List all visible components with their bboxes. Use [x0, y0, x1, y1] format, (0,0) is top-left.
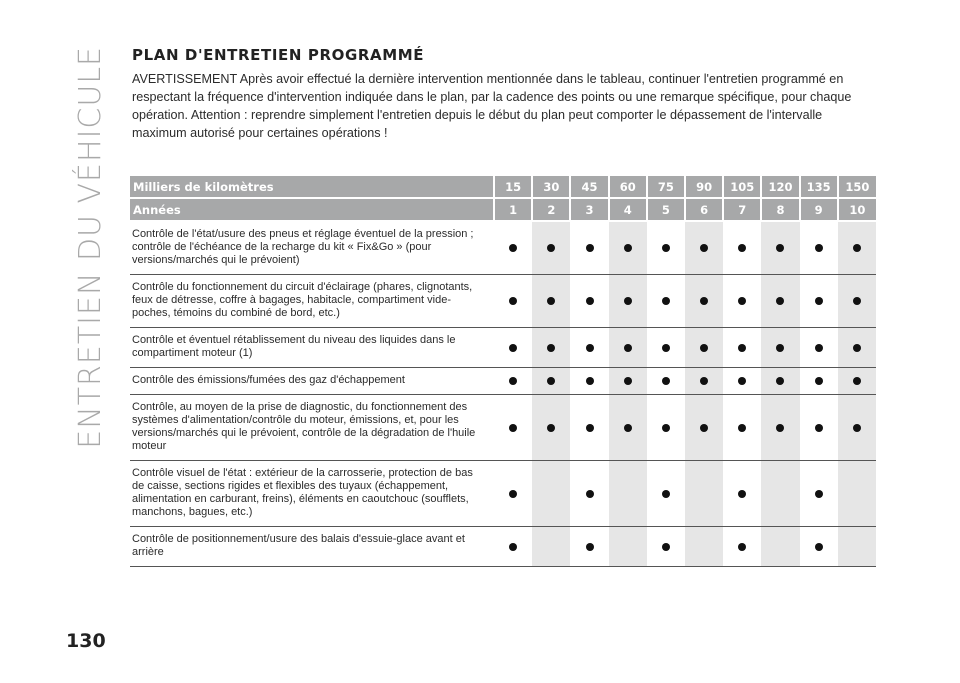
interval-cell [685, 368, 723, 395]
interval-cell [532, 328, 570, 368]
interval-cell [685, 527, 723, 567]
interval-cell [570, 368, 608, 395]
scheduled-dot-icon [738, 297, 746, 305]
scheduled-dot-icon [509, 424, 517, 432]
table-row [130, 527, 876, 567]
interval-cell [609, 395, 647, 461]
scheduled-dot-icon [815, 244, 823, 252]
interval-cell [494, 275, 532, 328]
scheduled-dot-icon [738, 424, 746, 432]
interval-cell [685, 221, 723, 275]
interval-cell [723, 461, 761, 527]
scheduled-dot-icon [700, 424, 708, 432]
interval-cell [532, 368, 570, 395]
scheduled-dot-icon [700, 244, 708, 252]
interval-cell [800, 461, 838, 527]
interval-cell [570, 461, 608, 527]
header-year-cell: 5 [647, 198, 685, 221]
interval-cell [685, 328, 723, 368]
scheduled-dot-icon [853, 244, 861, 252]
scheduled-dot-icon [662, 244, 670, 252]
scheduled-dot-icon [547, 344, 555, 352]
header-row-years [130, 198, 876, 221]
interval-cell [761, 275, 799, 328]
interval-cell [761, 221, 799, 275]
scheduled-dot-icon [586, 377, 594, 385]
scheduled-dot-icon [738, 543, 746, 551]
header-km-cell: 75 [647, 176, 685, 198]
interval-cell [532, 395, 570, 461]
interval-cell [838, 368, 876, 395]
interval-cell [494, 395, 532, 461]
scheduled-dot-icon [624, 424, 632, 432]
scheduled-dot-icon [662, 543, 670, 551]
interval-cell [800, 328, 838, 368]
header-km-cell: 60 [609, 176, 647, 198]
interval-cell [761, 461, 799, 527]
scheduled-dot-icon [586, 244, 594, 252]
scheduled-dot-icon [662, 344, 670, 352]
scheduled-dot-icon [624, 244, 632, 252]
header-km-cell: 30 [532, 176, 570, 198]
interval-cell [532, 461, 570, 527]
scheduled-dot-icon [700, 297, 708, 305]
scheduled-dot-icon [624, 377, 632, 385]
interval-cell [685, 395, 723, 461]
scheduled-dot-icon [586, 344, 594, 352]
interval-cell [723, 221, 761, 275]
interval-cell [570, 395, 608, 461]
interval-cell [609, 368, 647, 395]
interval-cell [800, 527, 838, 567]
header-year-cell: 2 [532, 198, 570, 221]
interval-cell [494, 461, 532, 527]
scheduled-dot-icon [776, 344, 784, 352]
scheduled-dot-icon [586, 490, 594, 498]
interval-cell [570, 328, 608, 368]
scheduled-dot-icon [853, 377, 861, 385]
scheduled-dot-icon [662, 377, 670, 385]
interval-cell [532, 275, 570, 328]
header-label-kilometers: Milliers de kilomètres [130, 176, 494, 198]
operation-description: Contrôle, au moyen de la prise de diagnostic, du fonctionnement des systèmes d'alimentation/contrôle du moteur, émissions, et, pour les versions/marchés qui le prévoient, contrôle de la dégradation de l'huile moteur [130, 395, 494, 461]
interval-cell [532, 527, 570, 567]
scheduled-dot-icon [776, 377, 784, 385]
table-row [130, 275, 876, 328]
operation-description: Contrôle du fonctionnement du circuit d'éclairage (phares, clignotants, feux de détresse, coffre à bagages, habitacle, compartiment vide-poches, témoins du combiné de bord, etc.) [130, 275, 494, 328]
maintenance-schedule-table [130, 176, 876, 567]
table-row [130, 461, 876, 527]
scheduled-dot-icon [509, 244, 517, 252]
interval-cell [494, 368, 532, 395]
interval-cell [838, 221, 876, 275]
interval-cell [609, 328, 647, 368]
interval-cell [838, 527, 876, 567]
operation-description: Contrôle visuel de l'état : extérieur de la carrosserie, protection de bas de caisse, sections rigides et flexibles des tuyaux (échappement, alimentation en carburant, freins), éléments en caoutchouc (soufflets, manchons, bagues, etc.) [130, 461, 494, 527]
operation-description: Contrôle de positionnement/usure des balais d'essuie-glace avant et arrière [130, 527, 494, 567]
interval-cell [609, 221, 647, 275]
scheduled-dot-icon [815, 297, 823, 305]
page-number: 130 [66, 630, 106, 652]
interval-cell [761, 395, 799, 461]
interval-cell [800, 395, 838, 461]
scheduled-dot-icon [509, 543, 517, 551]
scheduled-dot-icon [700, 344, 708, 352]
scheduled-dot-icon [853, 344, 861, 352]
header-year-cell: 3 [570, 198, 608, 221]
interval-cell [647, 275, 685, 328]
scheduled-dot-icon [776, 244, 784, 252]
header-km-cell: 120 [761, 176, 799, 198]
scheduled-dot-icon [509, 377, 517, 385]
scheduled-dot-icon [738, 377, 746, 385]
header-km-cell: 150 [838, 176, 876, 198]
scheduled-dot-icon [586, 297, 594, 305]
header-year-cell: 6 [685, 198, 723, 221]
interval-cell [685, 461, 723, 527]
interval-cell [723, 275, 761, 328]
scheduled-dot-icon [547, 424, 555, 432]
interval-cell [609, 275, 647, 328]
interval-cell [570, 527, 608, 567]
interval-cell [800, 275, 838, 328]
scheduled-dot-icon [662, 490, 670, 498]
chapter-title: ENTRETIEN DU VÉHICULE [73, 46, 108, 449]
scheduled-dot-icon [509, 297, 517, 305]
interval-cell [647, 221, 685, 275]
interval-cell [647, 328, 685, 368]
interval-cell [838, 328, 876, 368]
scheduled-dot-icon [662, 424, 670, 432]
interval-cell [494, 527, 532, 567]
scheduled-dot-icon [853, 297, 861, 305]
header-km-cell: 105 [723, 176, 761, 198]
header-row-kilometers [130, 176, 876, 198]
scheduled-dot-icon [586, 424, 594, 432]
interval-cell [723, 368, 761, 395]
scheduled-dot-icon [509, 344, 517, 352]
interval-cell [570, 275, 608, 328]
scheduled-dot-icon [738, 490, 746, 498]
scheduled-dot-icon [776, 424, 784, 432]
interval-cell [609, 461, 647, 527]
interval-cell [838, 275, 876, 328]
scheduled-dot-icon [547, 244, 555, 252]
interval-cell [494, 221, 532, 275]
scheduled-dot-icon [815, 543, 823, 551]
interval-cell [685, 275, 723, 328]
table-row [130, 328, 876, 368]
scheduled-dot-icon [586, 543, 594, 551]
interval-cell [570, 221, 608, 275]
header-year-cell: 4 [609, 198, 647, 221]
interval-cell [838, 395, 876, 461]
interval-cell [723, 527, 761, 567]
header-year-cell: 1 [494, 198, 532, 221]
interval-cell [800, 221, 838, 275]
header-km-cell: 90 [685, 176, 723, 198]
header-km-cell: 45 [570, 176, 608, 198]
header-year-cell: 7 [723, 198, 761, 221]
interval-cell [761, 328, 799, 368]
header-year-cell: 8 [761, 198, 799, 221]
interval-cell [647, 527, 685, 567]
scheduled-dot-icon [662, 297, 670, 305]
scheduled-dot-icon [853, 424, 861, 432]
interval-cell [761, 527, 799, 567]
scheduled-dot-icon [509, 490, 517, 498]
table-row [130, 221, 876, 275]
interval-cell [838, 461, 876, 527]
interval-cell [647, 368, 685, 395]
scheduled-dot-icon [700, 377, 708, 385]
interval-cell [723, 328, 761, 368]
scheduled-dot-icon [624, 297, 632, 305]
table-row [130, 395, 876, 461]
operation-description: Contrôle des émissions/fumées des gaz d'échappement [130, 368, 494, 395]
interval-cell [494, 328, 532, 368]
warning-paragraph: AVERTISSEMENT Après avoir effectué la dernière intervention mentionnée dans le tableau, continuer l'entretien programmé en respectant la fréquence d'intervention indiquée dans le plan, par la cadence des points ou une remarque spécifique, pour chaque opération. Attention : reprendre simplement l'entretien depuis le début du plan peut comporter le dépassement de l'intervalle maximum autorisé pour certaines opérations ! [132, 72, 852, 140]
scheduled-dot-icon [815, 490, 823, 498]
interval-cell [647, 461, 685, 527]
interval-cell [532, 221, 570, 275]
operation-description: Contrôle de l'état/usure des pneus et réglage éventuel de la pression ; contrôle de l'échéance de la recharge du kit « Fix&Go » (pour versions/marchés qui le prévoient) [130, 221, 494, 275]
scheduled-dot-icon [815, 344, 823, 352]
interval-cell [723, 395, 761, 461]
scheduled-dot-icon [815, 424, 823, 432]
scheduled-dot-icon [624, 344, 632, 352]
scheduled-dot-icon [815, 377, 823, 385]
header-year-cell: 9 [800, 198, 838, 221]
interval-cell [761, 368, 799, 395]
header-year-cell: 10 [838, 198, 876, 221]
scheduled-dot-icon [547, 297, 555, 305]
header-km-cell: 15 [494, 176, 532, 198]
section-title: PLAN D'ENTRETIEN PROGRAMMÉ [132, 46, 425, 64]
scheduled-dot-icon [547, 377, 555, 385]
scheduled-dot-icon [738, 244, 746, 252]
header-km-cell: 135 [800, 176, 838, 198]
operation-description: Contrôle et éventuel rétablissement du niveau des liquides dans le compartiment moteur (1) [130, 328, 494, 368]
interval-cell [800, 368, 838, 395]
interval-cell [609, 527, 647, 567]
scheduled-dot-icon [738, 344, 746, 352]
scheduled-dot-icon [776, 297, 784, 305]
table-row [130, 368, 876, 395]
header-label-years: Années [130, 198, 494, 221]
interval-cell [647, 395, 685, 461]
